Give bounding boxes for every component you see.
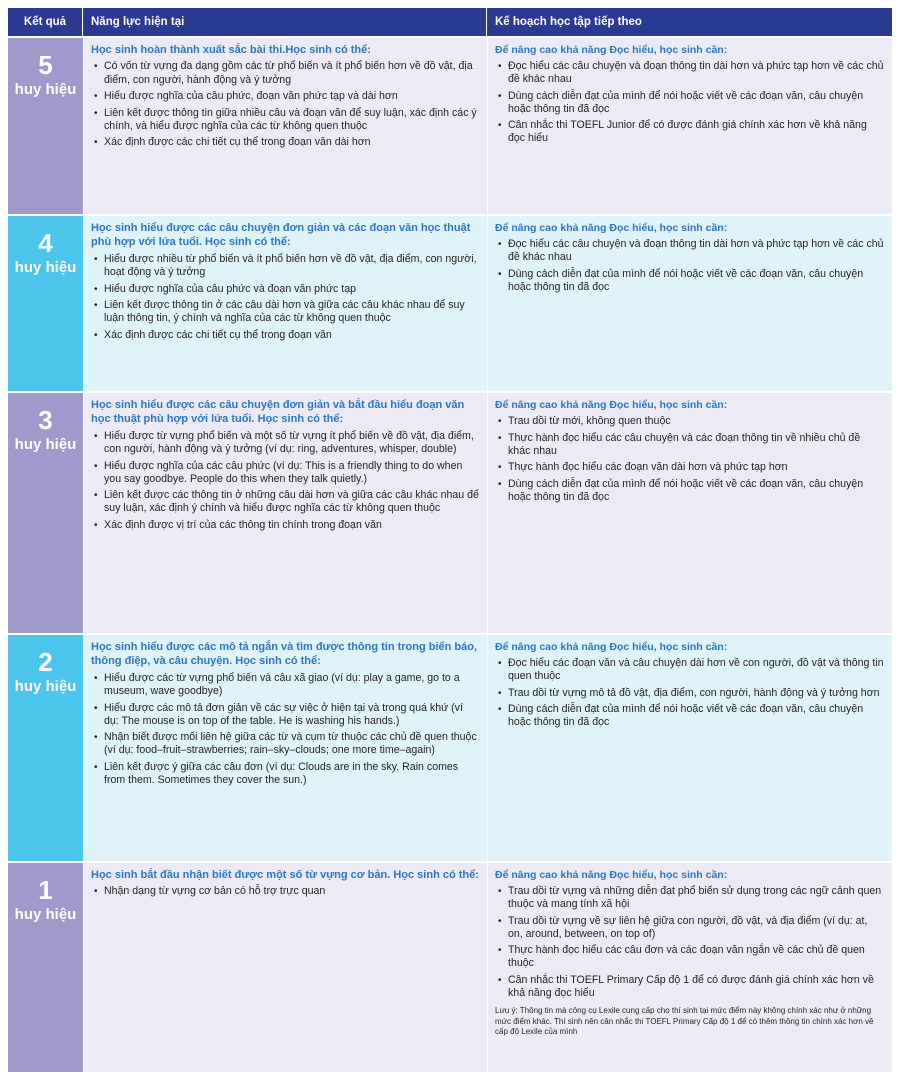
list-item: • Hiểu được nghĩa của các câu phức (ví dụ: This is a friendly thing to do when you say goodbye. People do this when they talk quietly.) bbox=[91, 460, 479, 486]
score-cell-1 bbox=[8, 861, 83, 1072]
list-item: • Thực hành đọc hiểu các câu chuyện và các đoạn thông tin về nhiều chủ đề khác nhau bbox=[495, 432, 884, 458]
ability-list bbox=[91, 885, 479, 898]
list-item: • Hiểu được nghĩa của câu phức, đoạn văn phức tạp và dài hơn bbox=[91, 90, 479, 103]
header-result: Kết quả bbox=[8, 8, 83, 36]
list-item: • Trau dồi từ vựng mô tả đồ vật, địa điểm, con người, hành động và ý tưởng hơn bbox=[495, 687, 884, 700]
score-label: huy hiệu bbox=[14, 906, 77, 923]
lexile-note: Lưu ý: Thông tin mà công cụ Lexile cung cấp cho thí sinh tại mức điểm này không chính xác như ở những mức điểm khác. Thí sinh nên cân nhắc thi TOEFL Primary Cấp độ 1 để có thêm thông tin chính xác hơn về cấp độ Lexile của mình bbox=[495, 1006, 874, 1037]
list-item: • Hiểu được các từ vựng phổ biến và câu xã giao (ví dụ: play a game, go to a museum, wave goodbye) bbox=[91, 672, 479, 698]
plan-list bbox=[495, 415, 884, 504]
list-item: • Hiểu được nhiều từ phổ biến và ít phổ biến hơn về đồ vật, địa điểm, con người, hoạt động và ý tưởng bbox=[91, 253, 479, 279]
list-item: • Đọc hiểu các câu chuyện và đoạn thông tin dài hơn và phức tạp hơn về các chủ đề khác nhau bbox=[495, 238, 884, 264]
score-number: 3 bbox=[38, 405, 53, 435]
score-cell-5 bbox=[8, 36, 83, 214]
ability-cell-3 bbox=[83, 391, 487, 633]
score-number: 4 bbox=[38, 228, 53, 258]
list-item: • Dùng cách diễn đạt của mình để nói hoặc viết về các đoạn văn, câu chuyện hoặc thông tin đã đọc bbox=[495, 90, 884, 116]
ability-list bbox=[91, 672, 479, 787]
list-item: • Đọc hiểu các đoạn văn và câu chuyện dài hơn về con người, đồ vật và thông tin quen thuộc bbox=[495, 657, 884, 683]
ability-cell-1 bbox=[83, 861, 487, 1072]
list-item: • Liên kết được thông tin giữa nhiều câu và đoạn văn để suy luận, xác định các ý chính, và hiểu được nghĩa của các từ không quen thuộc bbox=[91, 107, 479, 133]
ability-lead: Học sinh hiểu được các câu chuyện đơn giản và bắt đầu hiểu đoạn văn học thuật phù hợp với lứa tuổi. Học sinh có thể: bbox=[91, 399, 465, 426]
reading-results-table bbox=[8, 8, 892, 1072]
ability-lead: Học sinh bắt đầu nhận biết được một số từ vựng cơ bản. Học sinh có thể: bbox=[91, 869, 479, 881]
list-item: • Xác định được các chi tiết cụ thể trong đoạn văn dài hơn bbox=[91, 136, 479, 149]
list-item: • Cân nhắc thi TOEFL Junior để có được đánh giá chính xác hơn về khả năng đọc hiểu bbox=[495, 119, 884, 145]
list-item: • Trau dồi từ vựng về sự liên hệ giữa con người, đồ vật, và địa điểm (ví dụ: at, on, around, between, on top of) bbox=[495, 915, 884, 941]
plan-list bbox=[495, 657, 884, 729]
ability-cell-4 bbox=[83, 214, 487, 391]
score-number: 5 bbox=[38, 50, 53, 80]
plan-lead: Để nâng cao khả năng Đọc hiểu, học sinh cần: bbox=[495, 869, 728, 881]
list-item: • Cân nhắc thi TOEFL Primary Cấp độ 1 để có được đánh giá chính xác hơn về khả năng đọc hiểu bbox=[495, 974, 884, 1000]
list-item: • Trau dồi từ vựng và những diễn đạt phổ biến sử dụng trong các ngữ cảnh quen thuộc và mang tính xã hội bbox=[495, 885, 884, 911]
list-item: • Nhận dạng từ vựng cơ bản có hỗ trợ trực quan bbox=[91, 885, 479, 898]
list-item: • Trau dồi từ mới, không quen thuộc bbox=[495, 415, 884, 428]
ability-cell-5 bbox=[83, 36, 487, 214]
ability-cell-2 bbox=[83, 633, 487, 861]
plan-list bbox=[495, 60, 884, 146]
score-cell-3 bbox=[8, 391, 83, 633]
plan-lead: Để nâng cao khả năng Đọc hiểu, học sinh cần: bbox=[495, 399, 728, 411]
plan-cell-4 bbox=[487, 214, 892, 391]
score-label: huy hiệu bbox=[14, 678, 77, 695]
plan-cell-5 bbox=[487, 36, 892, 214]
plan-lead: Để nâng cao khả năng Đọc hiểu, học sinh cần: bbox=[495, 222, 728, 234]
score-number: 2 bbox=[38, 647, 53, 677]
list-item: • Hiểu được các mô tả đơn giản về các sự việc ở hiện tại và trong quá khứ (ví dụ: The mouse is on top of the table. He is washing his hands.) bbox=[91, 702, 479, 728]
score-label: huy hiệu bbox=[14, 259, 77, 276]
ability-lead: Học sinh hiểu được các câu chuyện đơn giản và các đoạn văn học thuật phù hợp với lứa tuổi. Học sinh có thể: bbox=[91, 222, 471, 249]
score-label: huy hiệu bbox=[14, 81, 77, 98]
list-item: • Thực hành đọc hiểu các câu đơn và các đoạn văn ngắn về các chủ đề quen thuộc bbox=[495, 944, 884, 970]
score-cell-4 bbox=[8, 214, 83, 391]
list-item: • Nhận biết được mối liên hệ giữa các từ và cụm từ thuộc các chủ đề quen thuộc (ví dụ: food–fruit–strawberries; rain–sky–clouds; one more time–again) bbox=[91, 731, 479, 757]
plan-cell-3 bbox=[487, 391, 892, 633]
list-item: • Xác định được các chi tiết cụ thể trong đoạn văn bbox=[91, 329, 479, 342]
list-item: • Xác định được vị trí của các thông tin chính trong đoạn văn bbox=[91, 519, 479, 532]
list-item: • Dùng cách diễn đạt của mình để nói hoặc viết về các đoạn văn, câu chuyện hoặc thông tin đã đọc bbox=[495, 703, 884, 729]
score-number: 1 bbox=[38, 875, 53, 905]
ability-lead: Học sinh hiểu được các mô tả ngắn và tìm được thông tin trong biển báo, thông điệp, và câu chuyện. Học sinh có thể: bbox=[91, 641, 478, 668]
ability-list bbox=[91, 253, 479, 342]
list-item: • Liên kết được các thông tin ở những câu dài hơn và giữa các câu khác nhau để suy luận, xác định ý chính và hiểu được nghĩa các từ không quen thuộc bbox=[91, 489, 479, 515]
plan-list bbox=[495, 885, 884, 1000]
ability-list bbox=[91, 430, 479, 532]
plan-lead: Để nâng cao khả năng Đọc hiểu, học sinh cần: bbox=[495, 44, 728, 56]
plan-cell-1 bbox=[487, 861, 892, 1072]
list-item: • Liên kết được thông tin ở các câu dài hơn và giữa các câu khác nhau để suy luận thông tin, ý chính và nghĩa của các từ không quen thuộc bbox=[91, 299, 479, 325]
list-item: • Đọc hiểu các câu chuyện và đoạn thông tin dài hơn và phức tạp hơn về các chủ đề khác nhau bbox=[495, 60, 884, 86]
list-item: • Dùng cách diễn đạt của mình để nói hoặc viết về các đoạn văn, câu chuyện hoặc thông tin đã đọc bbox=[495, 268, 884, 294]
plan-list bbox=[495, 238, 884, 294]
header-next-plan: Kế hoạch học tập tiếp theo bbox=[487, 8, 892, 36]
score-cell-2 bbox=[8, 633, 83, 861]
ability-lead: Học sinh hoàn thành xuất sắc bài thi.Học sinh có thể: bbox=[91, 44, 371, 56]
list-item: • Liên kết được ý giữa các câu đơn (ví dụ: Clouds are in the sky. Rain comes from them. Sometimes they cover the sun.) bbox=[91, 761, 479, 787]
plan-cell-2 bbox=[487, 633, 892, 861]
list-item: • Dùng cách diễn đạt của mình để nói hoặc viết về các đoạn văn, câu chuyện hoặc thông tin đã đọc bbox=[495, 478, 884, 504]
list-item: • Hiểu được nghĩa của câu phức và đoạn văn phức tạp bbox=[91, 283, 479, 296]
header-current-ability: Năng lực hiện tại bbox=[83, 8, 487, 36]
score-label: huy hiệu bbox=[14, 436, 77, 453]
plan-lead: Để nâng cao khả năng Đọc hiểu, học sinh cần: bbox=[495, 641, 728, 653]
list-item: • Hiểu được từ vựng phổ biến và một số từ vựng ít phổ biến về đồ vật, địa điểm, con người, hành động và ý tưởng (ví dụ: ring, adventures, whisper, double) bbox=[91, 430, 479, 456]
ability-list bbox=[91, 60, 479, 149]
list-item: • Thực hành đọc hiểu các đoạn văn dài hơn và phức tạp hơn bbox=[495, 461, 884, 474]
list-item: • Có vốn từ vựng đa dạng gồm các từ phổ biến và ít phổ biến hơn về đồ vật, địa điểm, con người, hành động và ý tưởng bbox=[91, 60, 479, 86]
